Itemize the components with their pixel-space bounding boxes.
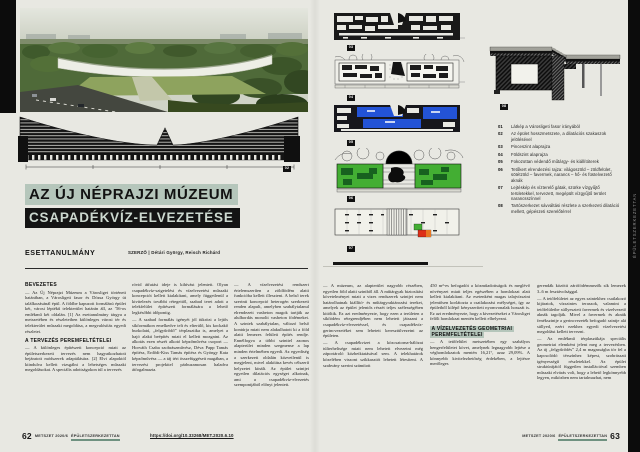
structural-detail-figure xyxy=(486,42,626,114)
caption-number: 02 xyxy=(498,131,503,137)
journal-section: ÉPÜLETSZERKEZETTAN xyxy=(558,434,608,438)
paragraph: — Az emlékmű térplasztikája speciális geometriai elemként jelent meg a tervezésben. Az új „felgyűrődés” 2,4 m magasságba tör fel a kapcsolódó térszínhez képest, szobrászati igényességű részletekkel. Az épület struktúrájától független installációval szemben műszaki elvárás volt, hogy a lehető legkönnyebb legyen, miközben nem tartalmazhat, nem xyxy=(537,336,626,381)
paragraph: rövid átfutási ideje is kihívást jelentett. Olyan csapadékvíz-szigetelési és vízelvezetési műszaki koncepciót kellett kialakítani, amely függetlenül a kivitelezés további rétegeitől, szabad teret adott a telekfelület építészeti formálására a lehető legkésőbbi időpontig. xyxy=(132,282,228,315)
article-title xyxy=(25,184,240,228)
paragraph: — A tetőfelület metszetében egy szabályos hengerfelületet követ, amelynek legnagyobb lejtése a véghomlokzatok mentén 16,21°, azaz 29,09%. A könnyebb kivitelezhetőség érdekében, a lejtésre merőleges xyxy=(430,339,530,367)
caption-row xyxy=(498,203,624,214)
journal-section: ÉPÜLETSZERKEZETTAN xyxy=(71,434,120,438)
caption-text: Tetőkert elrendezési rajza: világoszöld – zöldfelület, sötétzöld – favermek, narancs – hő- és füstelvezető aknák xyxy=(511,166,612,183)
heading-vizelvezetes-geometriai: A VÍZELVEZETÉS GEOMETRIAI PEREMFELTÉTELEI xyxy=(431,325,513,338)
paragraph: — A múzeum, az alapterület nagyobb részében, egyetlen föld alatti szintből áll. A műtárgyak biztosítási követelményei miatt a vizes rendszerek szintjei nem határolhatnak kiállító- és műtárgyraktározási tereket, amelyek az épület jelentős részét teljes szélességében kitöltik. Ez azt eredményezte, hogy ezen a területen a síkfödém rétegrendjében nem lehetett játszani a csapadékvíz-elvezetéssel, és csapadékvíz-gerincvezetéket sem lehetett keresztülvezetni az épületen. xyxy=(323,283,423,339)
figure-label-06: 06 xyxy=(348,195,354,200)
roof-garden-plan-drawing xyxy=(333,148,465,194)
left-bleed-strip xyxy=(0,0,16,113)
caption-row xyxy=(498,144,624,149)
basement-plan-drawing xyxy=(333,12,465,43)
article-title-line2: CSAPADÉKVÍZ-ELVEZETÉSE xyxy=(25,208,240,228)
caption-row xyxy=(498,131,624,142)
figure-label-03: 03 xyxy=(348,44,354,49)
right-page-columns xyxy=(323,283,626,433)
heading-bevezetes: BEVEZETÉS xyxy=(25,282,57,288)
heading-tervezes-peremfeltetelei: A TERVEZÉS PEREMFELTÉTELEI xyxy=(25,337,112,344)
page-number-right: 63 xyxy=(610,431,620,441)
caption-text: Pinceszint alaprajza xyxy=(511,144,551,150)
building-section-figure xyxy=(18,114,302,176)
structural-detail-drawing xyxy=(486,42,626,112)
text-column-6 xyxy=(537,283,626,433)
paragraph: 450 m²-es befogadót a közműadottságok és meglévő növényzet miatt teljes egészében a homlokzat alatt kellett kialakítani. Az esetenként magas talajvízszint jelentősen korlátozta a csatlakozási mélységet, így az épületből kilépő kényszerített nyomvonalak hosszát is. Ez azt eredményezte, hogy a kivezetéseket a Városliget felőli homlokzat mentén kellett elhelyezni. xyxy=(430,283,530,322)
left-page-columns xyxy=(25,282,309,432)
paragraph: — A különleges építészeti koncepció miatt az épületszerkezeti tervezés nem hagyatkozhatott bejáratott módszerek adaptálására. [2] Elvi alapoktól kiindulva kellett vizsgálni a lehetséges műszaki megoldásokat. A speciális adottságokon túl a tervezés xyxy=(25,345,126,373)
caption-number: 04 xyxy=(498,151,503,157)
caption-text: Fokozottan védendő műtárgy- és kiállítóterek xyxy=(511,159,599,165)
journal-name: METSZET 2020/6 xyxy=(34,434,69,438)
figure-captions-list xyxy=(498,124,624,216)
title-divider xyxy=(25,268,308,269)
caption-text: Látkép a Városligeti fasor irányából xyxy=(511,124,581,129)
figure-label-02: 02 xyxy=(284,165,290,170)
doi-link[interactable]: https://doi.org/10.33268/MET.2020.6.10 xyxy=(150,433,234,438)
aerial-photo-image xyxy=(20,8,308,112)
edge-section-label: ÉPÜLETSZERKEZETTAN xyxy=(631,192,637,258)
paragraph: — A tetőfelületet az egyes szintekhez csatlakozó kijáratok, vízszintes teraszok, valamint a tetőfelületbe süllyesztett favermek és vízelvezető aknák tagolják. Mivel a favermek és aknák fenékszintje a gerincvezeték befogadó szintje alá süllyed, ezért ezekhez egyedi vízelvezetési megoldást kellett tervezni. xyxy=(537,295,626,335)
paragraph: — Az Új Néprajzi Múzeum a Városliget történeti határában, a Városligeti fasor és Dózsa György út találkozásánál épül. A földbe kapuzott formálású épület két, városi léptékű telekterület határán áll, az ’56-os emlékmű két oldalán. [1] Az esettanulmány tárgya a metszetében és részleteiben különleges városi tér és telekterület műszaki megoldása, a megvalósítás egyedi részletei. xyxy=(25,289,126,334)
figure-label-05: 05 xyxy=(348,139,354,144)
byline: SZERZŐ | Détári György, Reisch Richárd xyxy=(128,250,221,255)
paragraph: — A vízelvezetési rendszert értelemszerűen a zöldfödém alatti funkcióba kellett illeszteni. A belső terek szerinti koncepció heterogén szerkezeti renden alapult, amelyben szabálytalanul elrendezett vasbeton magok tartják az alulbordás monolit vasbeton födémeket. A szintek szabálytalan, változó belső kontúrja miatt nem alakulhatott ki a föld alatti lemezes felületi építés rendje. Ennélfogva a többi szinttel azonos alapterület minden szegmense a lap minden értelmében egyedi. Az egyediség a szerkezeti oldalán közvetlenül is megjelent, mivel alakítása kevés célszerű helyzetet kínált. Az épület szintjei egyetlen dilatációs egységet alkotnak, ami a csapadékvíz-elvezetés szempontjából előnyt jelentett. xyxy=(234,282,309,388)
caption-text: Lejtéskép és vízterelő gátak, szürke vízgyűjtő területekkel, tervezett, megépült vízgyűjtő terület narancsszínnel xyxy=(511,185,606,201)
floor-plans-figure xyxy=(333,10,465,272)
caption-number: 01 xyxy=(498,124,503,129)
page-number-left: 62 xyxy=(22,431,32,441)
category-label: ESETTANULMÁNY xyxy=(25,248,96,257)
caption-number: 05 xyxy=(498,159,503,165)
figure-label-04: 04 xyxy=(348,94,354,99)
article-title-line1: AZ ÚJ NÉPRAJZI MÚZEUM xyxy=(25,184,238,205)
text-column-3 xyxy=(234,282,309,432)
paragraph: — A szabad formálás igényét jól tükrözi a lejtős síkformákon emelkedve telt és elterülő, kis kockakő burkolatú, „felgyűrődő” térplasztika is, amelyet a hajó alakú beépítés miatt el kellett mozgatni. Az alkotás ezen részét alkotó képzőművész csoport — Horváth Csaba szobrászművész, Déva Papp Tamás építész, Erdődi-Kiss Tamás építész és Gyöngy Kata képzőművész — a táj téri összefüggéseit magában, a tervezési projekttel párhuzamosan haladva átfogalmazta. xyxy=(132,316,228,373)
building-section-drawing xyxy=(18,114,302,176)
journal-name: METSZET 2020/6 xyxy=(522,434,556,438)
site-boundary-line xyxy=(323,266,483,267)
caption-row xyxy=(498,185,624,201)
caption-row xyxy=(498,152,624,157)
aerial-photo-figure xyxy=(20,8,308,112)
caption-text: Tartószerkezet sávváltási részlete a szerkezeti dilatáció mellett, gépészeti szerelőtérrel xyxy=(511,203,620,214)
caption-number: 06 xyxy=(498,166,503,172)
text-column-4 xyxy=(323,283,423,433)
figure-label-08: 08 xyxy=(501,103,507,108)
slope-plan-drawing xyxy=(333,206,465,240)
caption-text: Az épület hosszmetszete, a dilatációs szakaszok jelölésével xyxy=(511,131,607,142)
caption-row xyxy=(498,159,624,164)
figure-label-07: 07 xyxy=(348,245,354,250)
footer-left xyxy=(22,432,120,441)
page-gutter xyxy=(310,0,320,452)
text-column-1 xyxy=(25,282,126,432)
caption-number: 07 xyxy=(498,185,503,191)
protected-areas-plan-drawing xyxy=(333,104,465,138)
scale-bar xyxy=(333,262,428,265)
paragraph: gerendák közötti zárófödémmezők sík lemezek 3–6 m fesztávolsággal. xyxy=(537,283,626,294)
ground-floor-plan-drawing xyxy=(333,54,465,93)
caption-row xyxy=(498,167,624,183)
caption-row xyxy=(498,124,624,129)
paragraph: — A csapadékvizet a közcsatorna-hálózat túlterheltsége miatt nem lehetett elvezetni még záportároló közbeiktatásával sem. A telekhatárok közelében viszont szikkasztót lehetett létesíteni. A szabvány szerint számított xyxy=(323,340,423,368)
text-column-2 xyxy=(132,282,228,432)
footer-right xyxy=(480,432,620,441)
caption-number: 03 xyxy=(498,144,503,150)
text-column-5 xyxy=(430,283,530,433)
caption-text: Földszint alaprajza xyxy=(511,151,548,157)
caption-number: 08 xyxy=(498,203,503,209)
